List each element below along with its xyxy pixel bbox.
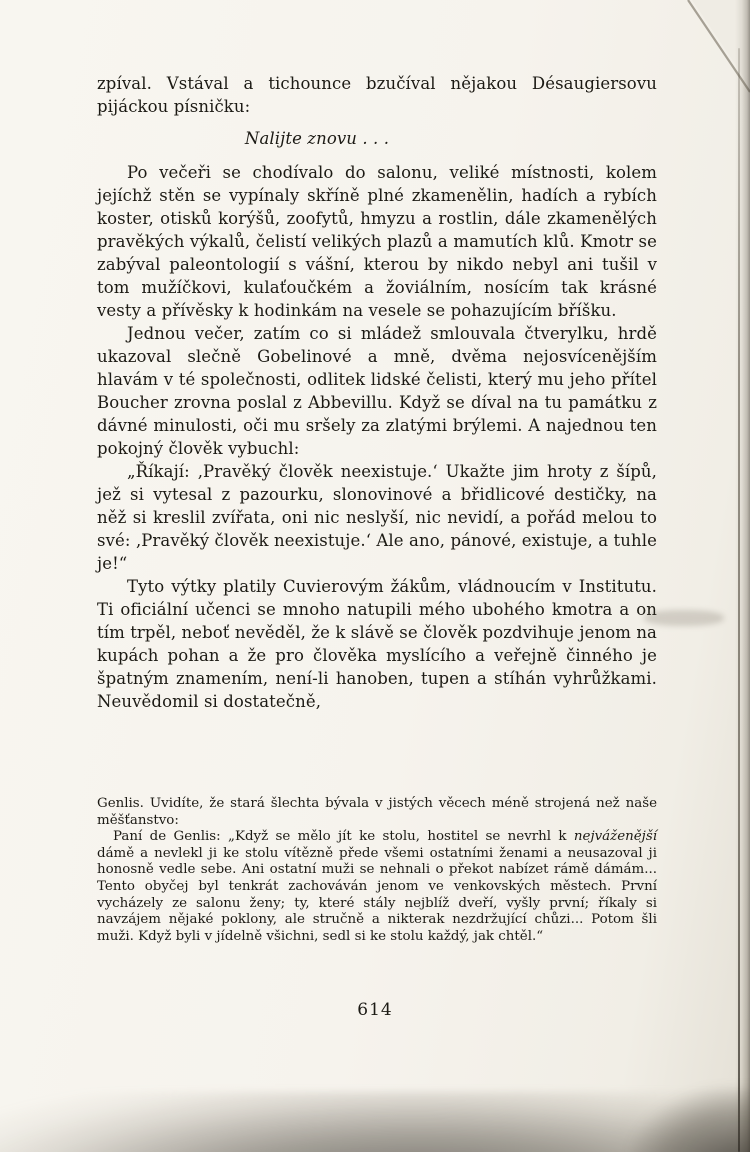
paragraph: Tyto výtky platily Cuvierovým žákům, vládnoucím v Institutu. Ti oficiální učenci se mnoho natupili mého ubohého kmotra a on tím trpěl, neboť nevěděl, že k slávě se člověk pozdvihuje jenom na kupách pohan a že pro člověka myslícího a veřejně činného je špatným znamením, není-li hanoben, tupen a stíhán vyhrůžkami. Neuvědomil si dostatečně, bbox=[97, 577, 657, 711]
bottom-corner-shadow bbox=[630, 1087, 750, 1152]
footnote-section bbox=[97, 796, 657, 945]
footnote-paragraph: Genlis. Uvidíte, že stará šlechta bývala v jistých věcech méně strojená než naše měšťanstvo: bbox=[97, 796, 657, 828]
paragraph: „Říkají: ‚Pravěký člověk neexistuje.‘ Ukažte jim hroty z šípů, jež si vytesal z pazourku, slonovinové a břidlicové destičky, na něž si kreslil zvířata, oni nic neslyší, nic nevidí, a pořád melou to své: ‚Pravěký člověk neexistuje.‘ Ale ano, pánové, existuje, a tuhle je!“ bbox=[97, 462, 657, 573]
poem-line: Nalijte znovu . . . bbox=[244, 129, 390, 148]
page-number: 614 bbox=[357, 1000, 393, 1020]
main-text bbox=[97, 72, 657, 713]
paragraph-continuation: zpíval. Vstával a tichounce bzučíval nějakou Désaugiersovu pijáckou písničku: bbox=[97, 74, 657, 116]
bottom-scan-shadow bbox=[0, 1092, 750, 1152]
footnote-text: Paní de Genlis: „Když se mělo jít ke stolu, hostitel se nevrhl k bbox=[113, 829, 574, 845]
footnote-paragraph bbox=[97, 829, 657, 945]
footnote-emphasis: nejváženější bbox=[573, 829, 657, 845]
right-edge-shadow bbox=[735, 0, 750, 1152]
paragraph: Po večeři se chodívalo do salonu, veliké místnosti, kolem jejíchž stěn se vypínaly skříně plné zkamenělin, hadích a rybích koster, otisků korýšů, zoofytů, hmyzu a rostlin, dále zkamenělých pravěkých výkalů, čelistí velikých plazů a mamutích klů. Kmotr se zabýval paleontologií s vášní, kterou by nikdo nebyl ani tušil v tom mužíčkovi, kulaťoučkém a žoviálním, nosícím tak krásné vesty a přívěsky k hodinkám na vesele se pohazujícím bříšku. bbox=[97, 163, 657, 320]
footnote-text: dámě a nevlekl ji ke stolu vítězně přede všemi ostatními ženami a neusazoval ji honosně vedle sebe. Ani ostatní muži se nehnali o překot nabízet rámě dámám... Tento obyčej byl tenkrát zachováván jenom ve venkovských městech. První vycházely ze salonu ženy; ty, které stály nejblíž dveří, vyšly první; říkaly si navzájem nějaké poklony, ale stručně a nikterak nezdržující chůzi... Potom šli muži. Když byli v jídelně všichni, sedl si ke stolu každý, jak chtěl.“ bbox=[97, 845, 657, 944]
right-edge-line bbox=[738, 48, 740, 1152]
paragraph: Jednou večer, zatím co si mládež smlouvala čtverylku, hrdě ukazoval slečně Gobelinové a mně, dvěma nejosvícenějším hlavám v té společnosti, odlitek lidské čelisti, který mu jeho přítel Boucher zrovna poslal z Abbevillu. Když se díval na tu památku z dávné minulosti, oči mu sršely za zlatými brýlemi. A najednou ten pokojný člověk vybuchl: bbox=[97, 324, 657, 458]
